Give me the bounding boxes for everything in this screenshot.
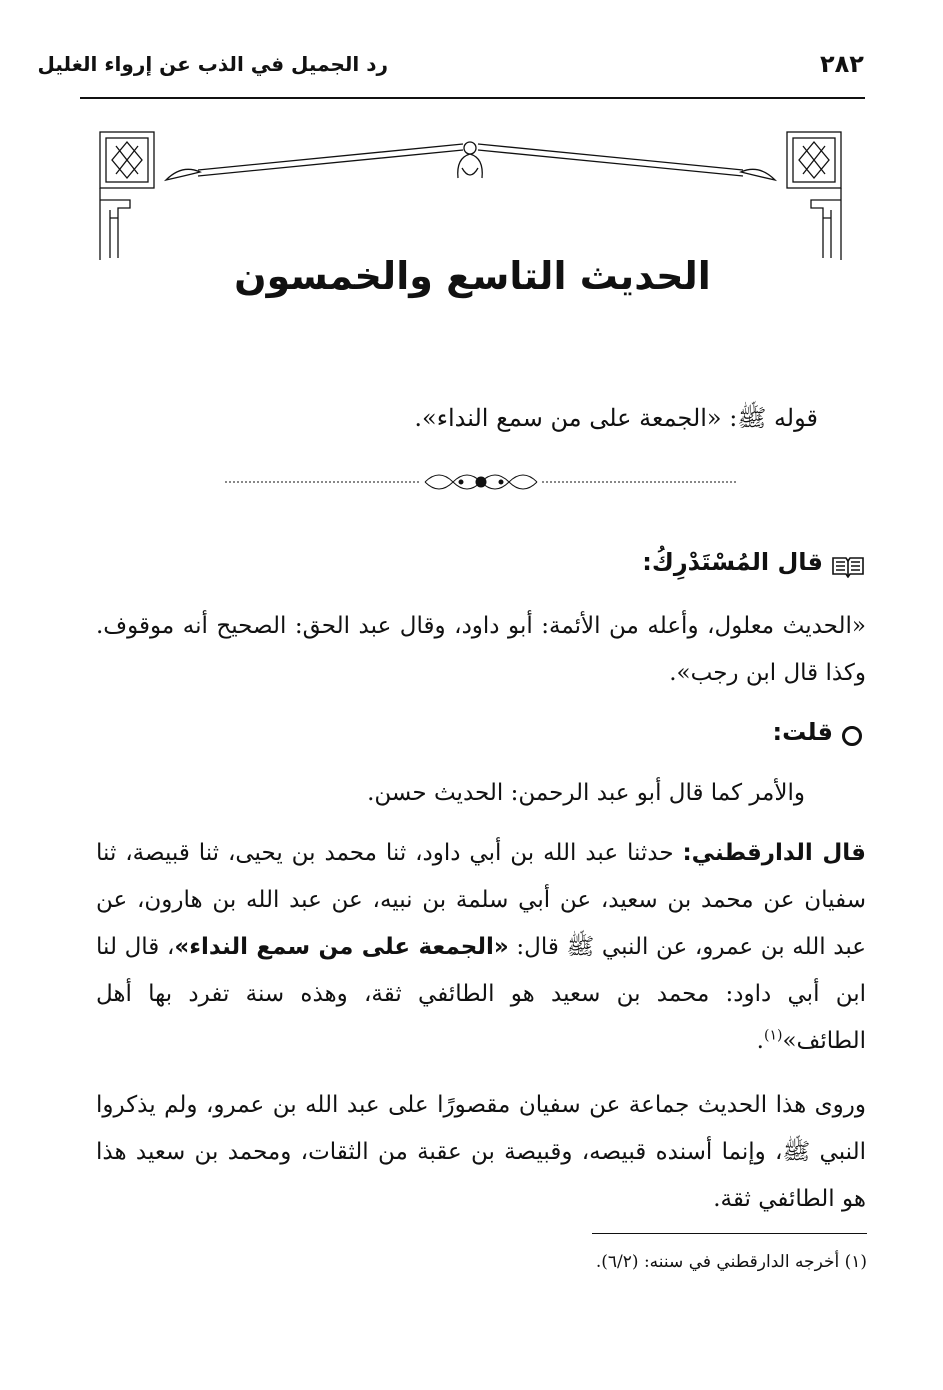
daraqutni-text-part2: ، قال لنا ابن أبي داود: محمد بن سعيد هو الطائفي ثقة، وهذه سنة تفرد بها أهل الطائف» — [96, 934, 866, 1054]
qult-heading-label: قلت: — [772, 718, 833, 746]
daraqutni-text-part1: حدثنا عبد الله بن أبي داود، ثنا محمد بن يحيى، ثنا قبيصة، ثنا سفيان عن محمد بن سعيد، عن أبي سلمة بن نبيه، عن عبد الله بن هارون، عن عبد الله بن عمرو، عن النبي ﷺ قال: — [96, 840, 867, 960]
mustadrik-heading — [640, 548, 865, 584]
daraqutni-end: . — [756, 1028, 764, 1054]
open-book-icon — [831, 554, 865, 578]
chapter-title: الحديث التاسع والخمسون — [234, 254, 711, 298]
daraqutni-paragraph — [96, 830, 866, 1065]
qult-text: والأمر كما قال أبو عبد الرحمن: الحديث حسن. — [367, 780, 805, 806]
daraqutni-bold-quote: «الجمعة على من سمع النداء» — [174, 934, 509, 960]
daraqutni-label: قال الدارقطني: — [682, 840, 866, 866]
header-rule — [80, 97, 865, 99]
footnote-marker[interactable]: (١) — [763, 1027, 783, 1044]
page-number: ٢٨٢ — [820, 50, 864, 78]
running-header-title: رد الجميل في الذب عن إرواء الغليل — [37, 52, 388, 76]
circle-bullet-icon — [841, 725, 863, 747]
footnote: (١) أخرجه الدارقطني في سننه: (٦/٢). — [595, 1252, 867, 1272]
footnote-rule — [592, 1233, 867, 1234]
prophetic-saying: قوله ﷺ: «الجمعة على من سمع النداء». — [414, 404, 818, 432]
closing-paragraph: وروى هذا الحديث جماعة عن سفيان مقصورًا على عبد الله بن عمرو، ولم يذكروا النبي ﷺ، وإنما أسنده قبيصه، وقبيصة بن عقبة من الثقات، ومحمد بن سعيد هذا هو الطائفي ثقة. — [96, 1092, 866, 1212]
mustadrik-quote: «الحديث معلول، وأعله من الأئمة: أبو داود، وقال عبد الحق: الصحيح أنه موقوف. وكذا قال ابن رجب». — [96, 613, 866, 686]
mustadrik-heading-label: قال المُسْتَدْرِكُ: — [642, 548, 823, 576]
qult-heading — [700, 718, 865, 754]
floral-divider-icon — [225, 466, 737, 498]
